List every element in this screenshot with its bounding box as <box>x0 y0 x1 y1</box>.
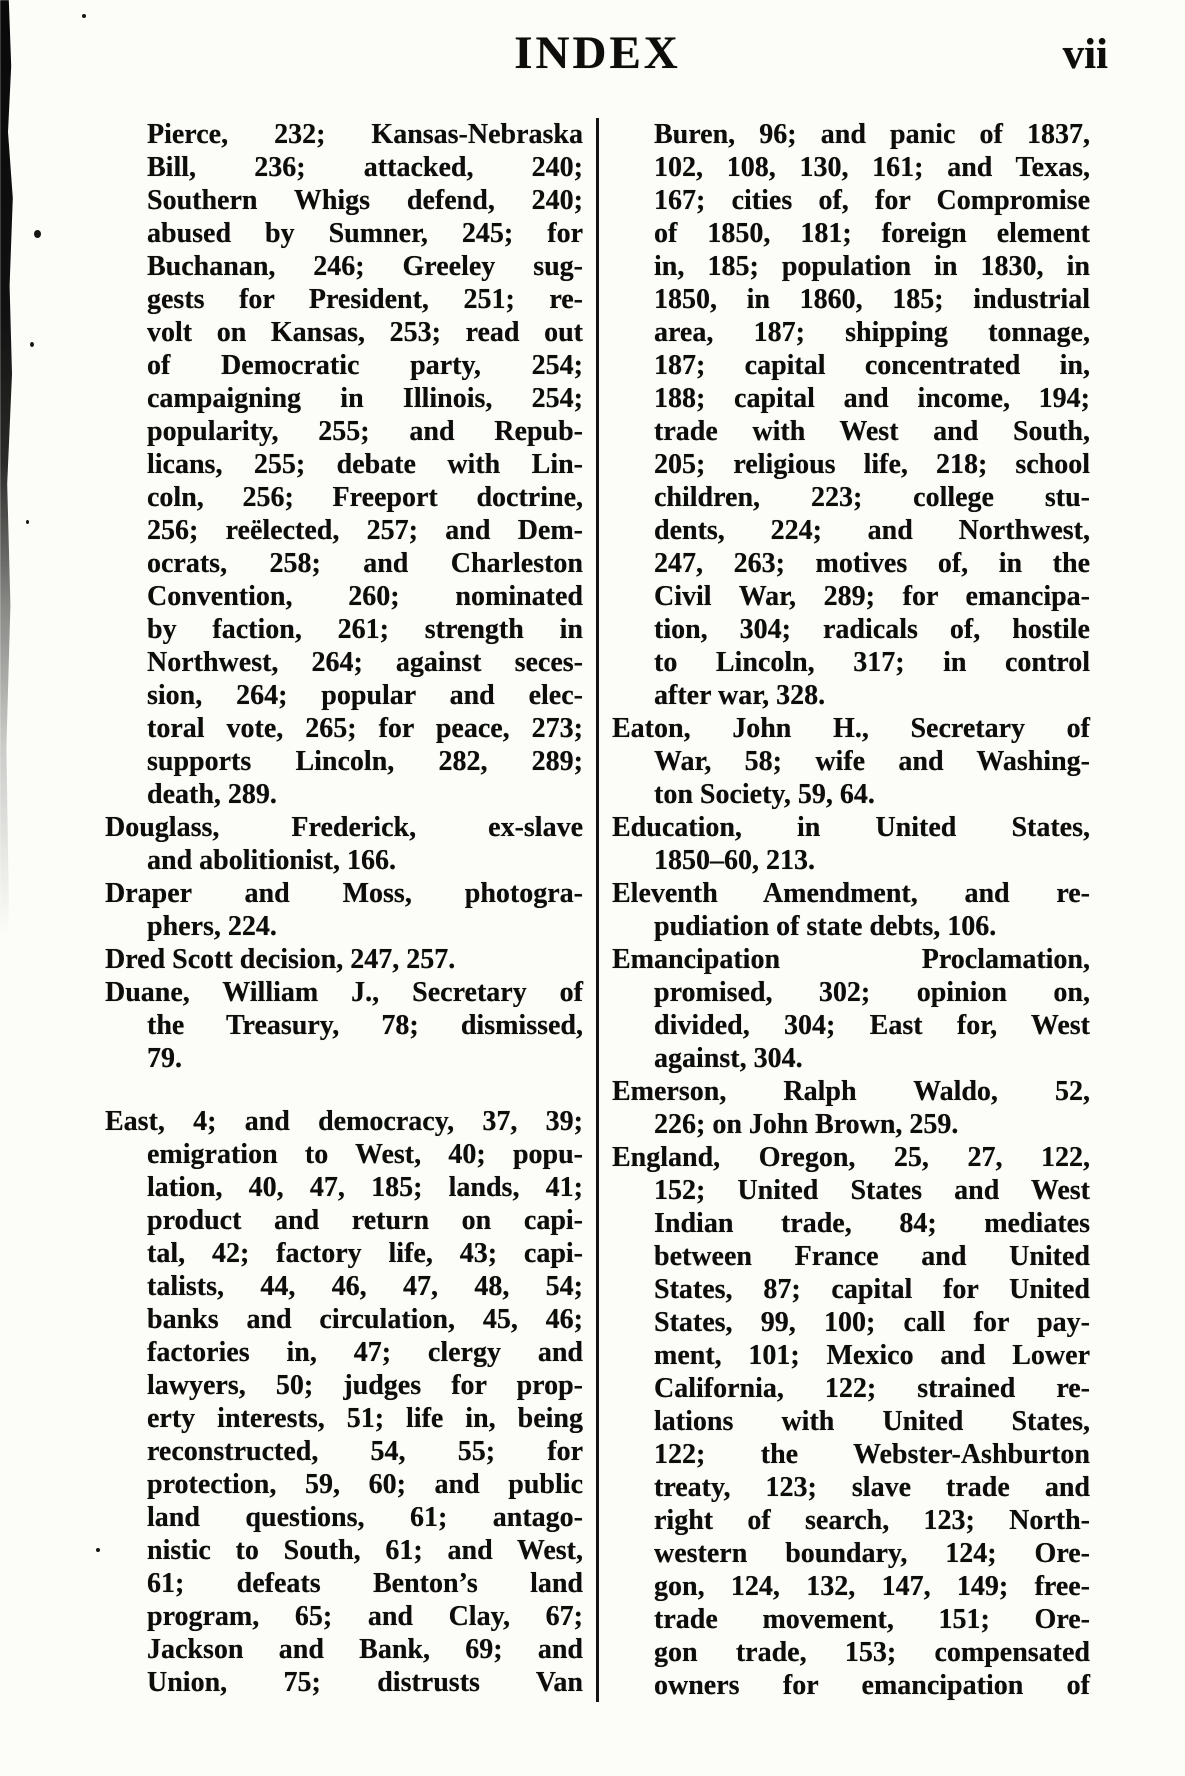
index-body <box>105 118 1090 1702</box>
index-line: Indian trade, 84; mediates <box>654 1208 1090 1239</box>
index-line: Emerson, Ralph Waldo, 52, <box>612 1076 1090 1107</box>
page-number: vii <box>1062 31 1108 78</box>
index-line: Jackson and Bank, 69; and <box>147 1634 583 1665</box>
index-line: talists, 44, 46, 47, 48, 54; <box>147 1271 583 1302</box>
index-column-left <box>105 118 583 1702</box>
index-line: the Treasury, 78; dismissed, <box>147 1010 583 1041</box>
index-line: Emancipation Proclamation, <box>612 944 1090 975</box>
index-line: 122; the Webster-Ashburton <box>654 1439 1090 1470</box>
index-line: between France and United <box>654 1241 1090 1272</box>
index-line: Northwest, 264; against seces- <box>147 647 583 678</box>
index-line: pudiation of state debts, 106. <box>654 911 997 942</box>
index-line: 79. <box>147 1043 182 1074</box>
index-line: emigration to West, 40; popu- <box>147 1139 583 1170</box>
index-line: 226; on John Brown, 259. <box>654 1109 959 1140</box>
scan-speck <box>96 1548 100 1552</box>
index-line: of 1850, 181; foreign element <box>654 218 1090 249</box>
index-line: toral vote, 265; for peace, 273; <box>147 713 583 744</box>
index-line: reconstructed, 54, 55; for <box>147 1436 583 1467</box>
index-line: dents, 224; and Northwest, <box>654 515 1090 546</box>
index-line: licans, 255; debate with Lin- <box>147 449 583 480</box>
index-line: 247, 263; motives of, in the <box>654 548 1090 579</box>
index-line: to Lincoln, 317; in control <box>654 647 1090 678</box>
index-line: 167; cities of, for Compromise <box>654 185 1090 216</box>
index-line: 205; religious life, 218; school <box>654 449 1090 480</box>
index-line: Civil War, 289; for emancipa- <box>654 581 1090 612</box>
index-line: area, 187; shipping tonnage, <box>654 317 1090 348</box>
index-line: gon trade, 153; compensated <box>654 1637 1090 1668</box>
index-line: Buchanan, 246; Greeley sug- <box>147 251 583 282</box>
index-line: tal, 42; factory life, 43; capi- <box>147 1238 583 1269</box>
index-line: supports Lincoln, 282, 289; <box>147 746 583 777</box>
index-line: ton Society, 59, 64. <box>654 779 875 810</box>
index-line: 61; defeats Benton’s land <box>147 1568 583 1599</box>
index-line: erty interests, 51; life in, being <box>147 1403 583 1434</box>
index-line: Union, 75; distrusts Van <box>147 1667 583 1698</box>
index-line: States, 99, 100; call for pay- <box>654 1307 1090 1338</box>
index-line: program, 65; and Clay, 67; <box>147 1601 583 1632</box>
scan-binding-artifact <box>0 0 16 1100</box>
index-line: East, 4; and democracy, 37, 39; <box>105 1106 583 1137</box>
page-title: INDEX <box>514 27 681 79</box>
index-line: Dred Scott decision, 247, 257. <box>105 944 456 975</box>
index-line: western boundary, 124; Ore- <box>654 1538 1090 1569</box>
index-line: volt on Kansas, 253; read out <box>147 317 583 348</box>
index-line: Convention, 260; nominated <box>147 581 583 612</box>
index-line: ocrats, 258; and Charleston <box>147 548 583 579</box>
index-line: owners for emancipation of <box>654 1670 1090 1701</box>
index-line: divided, 304; East for, West <box>654 1010 1090 1041</box>
index-line: 152; United States and West <box>654 1175 1090 1206</box>
index-line: lations with United States, <box>654 1406 1090 1437</box>
scan-speck <box>34 230 41 238</box>
index-line: Southern Whigs defend, 240; <box>147 185 583 216</box>
index-column-right <box>612 118 1090 1702</box>
index-line: protection, 59, 60; and public <box>147 1469 583 1500</box>
index-line: land questions, 61; antago- <box>147 1502 583 1533</box>
index-line: after war, 328. <box>654 680 826 711</box>
index-line: treaty, 123; slave trade and <box>654 1472 1090 1503</box>
index-line: Douglass, Frederick, ex-slave <box>105 812 583 843</box>
index-line: coln, 256; Freeport doctrine, <box>147 482 583 513</box>
index-line: gests for President, 251; re- <box>147 284 583 315</box>
index-line: States, 87; capital for United <box>654 1274 1090 1305</box>
index-line: promised, 302; opinion on, <box>654 977 1090 1008</box>
index-line: California, 122; strained re- <box>654 1373 1090 1404</box>
index-line: banks and circulation, 45, 46; <box>147 1304 583 1335</box>
index-line: product and return on capi- <box>147 1205 583 1236</box>
index-line: phers, 224. <box>147 911 277 942</box>
index-line: 102, 108, 130, 161; and Texas, <box>654 152 1090 183</box>
scan-speck <box>82 14 86 18</box>
index-line: 256; reëlected, 257; and Dem- <box>147 515 583 546</box>
index-line: of Democratic party, 254; <box>147 350 583 381</box>
index-line: death, 289. <box>147 779 277 810</box>
index-line: War, 58; wife and Washing- <box>654 746 1090 777</box>
index-line: gon, 124, 132, 147, 149; free- <box>654 1571 1090 1602</box>
index-line: Duane, William J., Secretary of <box>105 977 583 1008</box>
index-line: Eaton, John H., Secretary of <box>612 713 1090 744</box>
index-line: abused by Sumner, 245; for <box>147 218 583 249</box>
page-header <box>105 0 1108 112</box>
column-divider-rule <box>596 118 599 1702</box>
index-line: sion, 264; popular and elec- <box>147 680 583 711</box>
index-line: Pierce, 232; Kansas-Nebraska <box>147 119 583 150</box>
index-line: campaigning in Illinois, 254; <box>147 383 583 414</box>
scan-speck <box>30 342 34 347</box>
scan-speck <box>26 520 29 524</box>
index-line: 1850, in 1860, 185; industrial <box>654 284 1090 315</box>
index-line: in, 185; population in 1830, in <box>654 251 1090 282</box>
index-line: Draper and Moss, photogra- <box>105 878 583 909</box>
index-line: tion, 304; radicals of, hostile <box>654 614 1090 645</box>
index-line: children, 223; college stu- <box>654 482 1090 513</box>
index-line: lation, 40, 47, 185; lands, 41; <box>147 1172 583 1203</box>
index-line: England, Oregon, 25, 27, 122, <box>612 1142 1090 1173</box>
index-line: and abolitionist, 166. <box>147 845 396 876</box>
index-line: Bill, 236; attacked, 240; <box>147 152 583 183</box>
index-line: against, 304. <box>654 1043 803 1074</box>
index-line: 188; capital and income, 194; <box>654 383 1090 414</box>
index-line: Buren, 96; and panic of 1837, <box>654 119 1090 150</box>
index-line: 187; capital concentrated in, <box>654 350 1090 381</box>
index-line: popularity, 255; and Repub- <box>147 416 583 447</box>
index-line: lawyers, 50; judges for prop- <box>147 1370 583 1401</box>
index-line: Eleventh Amendment, and re- <box>612 878 1090 909</box>
index-line: 1850–60, 213. <box>654 845 815 876</box>
index-line: right of search, 123; North- <box>654 1505 1090 1536</box>
index-line: trade movement, 151; Ore- <box>654 1604 1090 1635</box>
index-line: factories in, 47; clergy and <box>147 1337 583 1368</box>
index-line: trade with West and South, <box>654 416 1090 447</box>
index-line: by faction, 261; strength in <box>147 614 583 645</box>
index-line: Education, in United States, <box>612 812 1090 843</box>
index-line: ment, 101; Mexico and Lower <box>654 1340 1090 1371</box>
index-line: nistic to South, 61; and West, <box>147 1535 583 1566</box>
paragraph-gap <box>105 1075 583 1105</box>
